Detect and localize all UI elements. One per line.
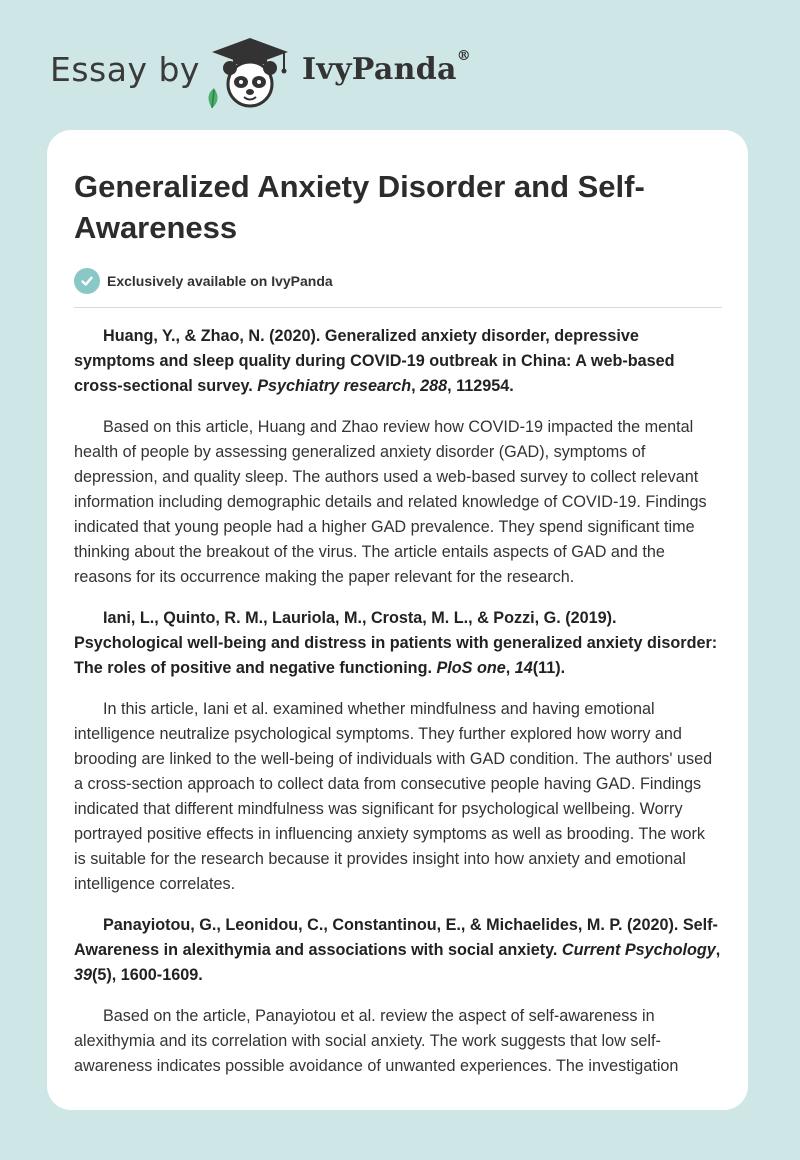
divider [74,307,722,308]
exclusive-badge [74,268,721,294]
reference-entry: Iani, L., Quinto, R. M., Lauriola, M., Crosta, M. L., & Pozzi, G. (2019). Psychological well-being and distress in patients with generalized anxiety disorder: The roles of positive and negative functioning. PloS one, 14(11). [74,609,718,677]
reference-entry: Panayiotou, G., Leonidou, C., Constantinou, E., & Michaelides, M. P. (2020). Self-Awareness in alexithymia and associations with social anxiety. Current Psychology, 39(5), 1600-1609. [74,916,721,984]
registered-mark: ® [456,48,472,64]
reference-volume: 39 [74,966,93,984]
reference-volume: 288 [420,377,448,395]
body-paragraph: Based on this article, Huang and Zhao review how COVID-19 impacted the mental health of people by assessing generalized anxiety disorder (GAD), symptoms of depression, and quality sleep. The authors used a web-based survey to collect relevant information including demographic details and related knowledge of COVID-19. Findings indicated that young people had a higher GAD prevalence. They spend significant time thinking about the breakout of the virus. The article entails aspects of GAD and the reasons for its occurrence making the paper relevant for the research. [74,418,707,586]
site-header [0,0,800,130]
reference-journal: Current Psychology [561,941,716,959]
brand-label: IvyPanda [302,52,457,87]
reference-tail: , 112954. [447,377,514,395]
reference-authors: Iani, L., Quinto, R. M., Lauriola, M., Crosta, M. L., & Pozzi, G. (2019). Psychological well-being and distress in patients with generalized anxiety disorder: The roles of positive and negative functioning. [74,609,718,677]
reference-volume: 14 [514,659,533,677]
essay-content [74,324,721,1079]
checkmark-icon [74,268,100,294]
reference-authors: Huang, Y., & Zhao, N. (2020). Generalized anxiety disorder, depressive symptoms and sleep quality during COVID-19 outbreak in China: A web-based cross-sectional survey. [74,327,675,395]
reference-tail: (5), 1600-1609. [92,966,203,984]
body-paragraph: In this article, Iani et al. examined whether mindfulness and having emotional intelligence neutralize psychological symptoms. They further explored how worry and brooding are linked to the well-being of individuals with GAD condition. The authors' used a cross-section approach to collect data from consecutive people having GAD. Findings indicated that different mindfulness was significant for psychological wellbeing. Worry portrayed positive effects in influencing anxiety symptoms as well as brooding. The work is suitable for the research because it provides insight into how anxiety and emotional intelligence correlates. [74,700,713,893]
brand-name[interactable] [302,48,472,87]
essay-by-label: Essay by [50,50,200,89]
reference-tail: (11). [532,659,566,677]
panda-logo-icon[interactable] [200,36,300,110]
reference-entry: Huang, Y., & Zhao, N. (2020). Generalized anxiety disorder, depressive symptoms and sleep quality during COVID-19 outbreak in China: A web-based cross-sectional survey. Psychiatry research, 288, 112954. [74,327,675,395]
badge-text: Exclusively available on IvyPanda [107,273,333,289]
reference-authors: Panayiotou, G., Leonidou, C., Constantinou, E., & Michaelides, M. P. (2020). Self-Awareness in alexithymia and associations with social anxiety. [74,916,718,959]
reference-journal: PloS one [436,659,506,677]
body-paragraph: Based on the article, Panayiotou et al. review the aspect of self-awareness in alexithymia and its correlation with social anxiety. The work suggests that low self-awareness indicates possible avoidance of unwanted experiences. The investigation [74,1007,679,1075]
page-title: Generalized Anxiety Disorder and Self-Awareness [74,169,645,245]
essay-card [47,130,748,1110]
reference-journal: Psychiatry research [257,377,412,395]
